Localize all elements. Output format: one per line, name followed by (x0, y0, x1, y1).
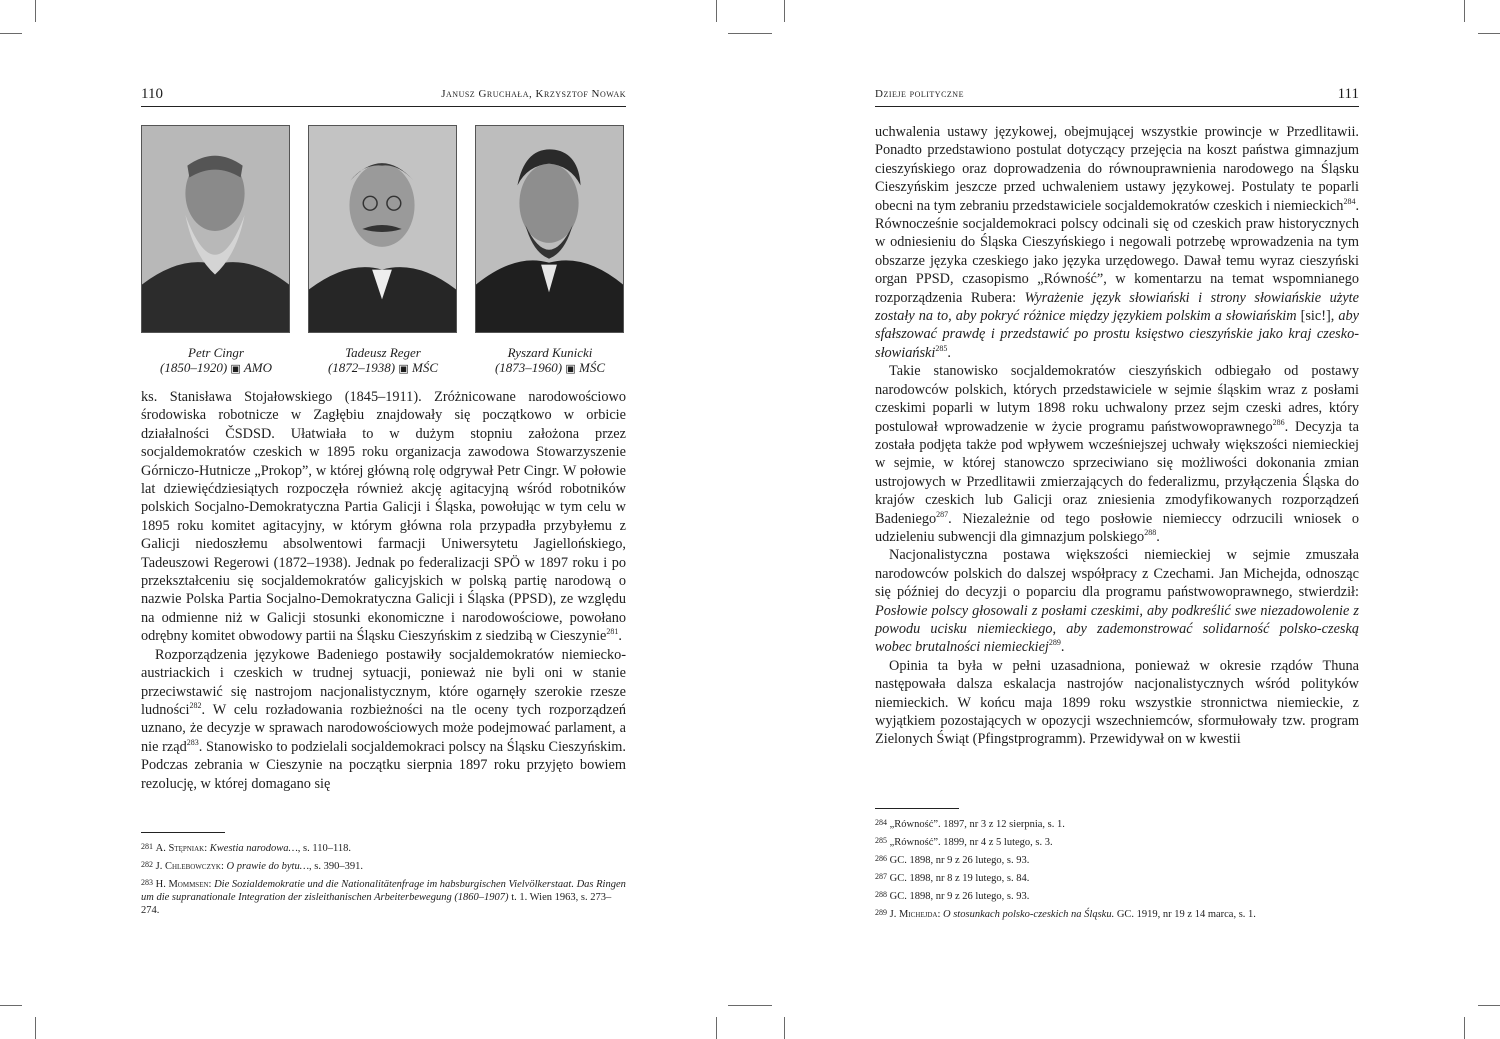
crop-mark (728, 33, 772, 34)
body-text (875, 123, 1359, 749)
running-head: Dzieje polityczne (875, 88, 964, 100)
footnotes (875, 816, 1359, 924)
paragraph (875, 657, 1359, 749)
footnote (141, 840, 626, 855)
crop-mark (784, 1017, 785, 1039)
footnote (875, 816, 1359, 831)
text-run: Takie stanowisko socjaldemokratów cieszyńskich odbiegało od postawy narodowców polskich, których przedstawiciele w sejmie śląskim wraz z posłami czeskimi poparli w lutym 1898 roku uchwalony przez sejm czeski adres, który postulował wprowadzenie w życie programu państwowoprawnego (875, 363, 1359, 435)
text-run: [sic!], (1296, 308, 1339, 325)
footnote-title: Kwestia narodowa… (209, 843, 298, 854)
paragraph: Nacjonalistyczna postawa większości niemieckiej w sejmie zmuszała narodowców polskich do dalszej współpracy z Czechami. Jan Michejda, odnosząc się później do decyzji o poparciu dla programu państwowoprawnego, stwierdził: Posłowie polscy głosowali z posłami czeskimi, aby podkreślić swe niezadowolenie z powodu ucisku niemieckiego, aby zademonstrować solidarność polsko-czeską wobec brutalności niemieckiej$^{289}$. (875, 547, 1359, 656)
footnote-ref: 282 (189, 701, 202, 711)
crop-mark (784, 0, 785, 22)
footnote-text: GC. 1919, nr 19 z 14 marca, s. 1. (1114, 909, 1256, 920)
crop-mark (716, 0, 717, 22)
footnote-number: 281 (141, 842, 153, 851)
photo-caption (475, 345, 625, 377)
footnote-text: GC. 1898, nr 9 z 26 lutego, s. 93. (889, 855, 1030, 866)
text-run: . Decyzja ta została podjęta także pod wpływem wcześniejszej uchwały większości niemieckiej w sejmie, w której stanowczo sprzeciwiano się możliwości dokonania zmian ustrojowych w Przedlitawii zmierzających do federalizmu, przyłączenia Śląska do krajów czeskich lub Galicji oraz zniesienia zmodyfikowanych rozporządzeń Badeniego (875, 418, 1359, 527)
caption-dates: (1850–1920) (159, 360, 228, 375)
footnote-ref: 288 (1144, 528, 1157, 538)
text-run: . Równocześnie socjaldemokraci polscy odcinali się od czeskich praw historycznych w odniesieniu do Śląska Cieszyńskiego i negowali potrzebę wprowadzenia na tym obszarze języka czeskiego jako języka urzędowego. Dawał temu wyraz cieszyński organ PPSD, czasopismo „Równość”, w komentarzu na temat wspomnianego rozporządzenia Rubera: (875, 197, 1360, 306)
footnotes (141, 840, 626, 920)
footnote-ref: 287 (936, 509, 949, 519)
text-run: Opinia ta była w pełni uzasadniona, ponieważ w okresie rządów Thuna następowała dalsza eskalacja nastrojów nacjonalistycznych wśród polityków niemieckich. W końcu maja 1899 roku wszystkie stronnictwa niemieckie, z wyjątkiem pozostających w opozycji wszechniemców, sformułowały tzw. program Zielonych Świąt (Pfingstprogramm). Przewidywał on w kwestii (875, 657, 1359, 748)
left-page (141, 0, 626, 1039)
caption-dates-line (141, 360, 291, 377)
footnote-number: 282 (141, 860, 153, 869)
body-text (141, 388, 626, 793)
crop-mark (0, 1005, 22, 1006)
footnote-author: J. Chlebowczyk: (155, 861, 224, 872)
source-mark-icon: ▣ (398, 363, 409, 375)
paragraph: uchwalenia ustawy językowej, obejmującej wszystkie prowincje w Przedlitawii. Ponadto przedstawiono postulat dotyczący przejęcia na koszt państwa gimnazjum cieszyńskiego oraz doprowadzenia do równouprawnienia narodowego na Śląsku Cieszyńskim jeszcze przed uchwaleniem ustawy językowej. Postulaty te poparli obecni na tym zebraniu przedstawiciele socjaldemokratów czeskich i niemieckich$^{284}$. Równocześnie socjaldemokraci polscy odcinali się od czeskich praw historycznych w odniesieniu do Śląska Cieszyńskiego i negowali potrzebę wprowadzenia na tym obszarze języka czeskiego jako języka urzędowego. Dawał temu wyraz cieszyński organ PPSD, czasopismo „Równość”, w komentarzu na temat wspomnianego rozporządzenia Rubera: Wyrażenie język słowiański i strony słowiańskie użyte zostały na to, aby pokryć różnice między językiem polskim a słowiańskim [sic!], aby sfałszować prawdę i przedstawić po prostu księstwo cieszyńskie jako kraj czesko-słowiański$^{285}$. (875, 124, 1360, 361)
crop-mark (1464, 0, 1465, 22)
caption-source: AMO (243, 360, 272, 375)
footnote (141, 858, 626, 873)
footnote-number: 284 (875, 818, 887, 827)
right-page (875, 0, 1359, 1039)
quote: Wyrażenie język słowiański i strony słowiańskie użyte zostały na to, aby pokryć różnice między językiem polskim a słowiańskim (875, 289, 1360, 325)
photo-caption (308, 345, 458, 377)
caption-name: Tadeusz Reger (345, 345, 421, 360)
footnote-number: 283 (141, 878, 153, 887)
quote: Posłowie polscy głosowali z posłami czeskimi, aby podkreślić swe niezadowolenie z powodu ucisku niemieckiego, aby zademonstrować solidarność polsko-czeską wobec brutalności niemieckiej (875, 602, 1359, 656)
footnote-text: , s. 110–118. (297, 843, 351, 854)
caption-dates: (1873–1960) (494, 360, 563, 375)
caption-source: MŚC (412, 360, 439, 375)
footnote-number: 289 (875, 908, 887, 917)
crop-mark (35, 0, 36, 22)
portrait-photo (308, 125, 457, 333)
footnote-text: t. 1. Wien 1963, s. 273–274. (141, 892, 612, 916)
footnote (875, 870, 1359, 885)
text-run: . W celu rozładowania rozbieżności na tle oceny tych rozporządzeń uznano, że decyzje w sprawach narodowościowych może podejmować parlament, a nie rząd (141, 701, 626, 755)
footnote-text: , s. 390–391. (309, 861, 364, 872)
footnote-text: „Równość”. 1899, nr 4 z 5 lutego, s. 3. (889, 837, 1053, 848)
caption-dates-line (475, 360, 625, 377)
footnote-ref: 283 (186, 737, 199, 747)
portrait-photo (141, 125, 290, 333)
paragraph (141, 646, 626, 793)
source-mark-icon: ▣ (565, 363, 576, 375)
crop-mark (1478, 1005, 1500, 1006)
footnote-text: GC. 1898, nr 9 z 26 lutego, s. 93. (889, 891, 1030, 902)
text-run: uchwalenia ustawy językowej, obejmującej wszystkie prowincje w Przedlitawii. Ponadto przedstawiono postulat dotyczący przejęcia na koszt państwa gimnazjum cieszyńskiego oraz doprowadzenia do równouprawnienia narodowego na Śląsku Cieszyńskim jeszcze przed uchwaleniem ustawy językowej. Postulaty te poparli obecni na tym zebraniu przedstawiciele socjaldemokratów czeskich i niemieckich (875, 124, 1359, 214)
crop-mark (35, 1017, 36, 1039)
page-header (141, 86, 626, 107)
footnote (875, 834, 1359, 849)
footnote-number: 287 (875, 872, 887, 881)
paragraph: ks. Stanisława Stojałowskiego (1845–1911). Zróżnicowane narodowościowo środowiska robotnicze w Zagłębiu znajdowały się początkowo w orbicie działalności ČSDSD. Ułatwiała to w dużym stopniu założona przez socjaldemokratów czeskich w 1895 roku organizacja zawodowa Stowarzyszenie Górniczo-Hutnicze „Prokop”, w której główną rolę odgrywał Petr Cingr. W połowie lat dziewięćdziesiątych rozpoczęła również akcję agitacyjną wśród robotników polskich Socjalno-Demokratyczna Partia Galicji i Śląska, powołując w tym celu w 1895 roku komitet agitacyjny, w którym główna rola przypadła przybyłemu z Galicji niedoszłemu absolwentowi farmacji Uniwersytetu Jagiellońskiego, Tadeuszowi Regerowi (1872–1938). Jednak po federalizacji SPÖ w 1897 roku i po przekształceniu się socjaldemokratów galicyjskich w polską partię narodową o nazwie Polska Partia Socjalno-Demokratyczna Galicji i Śląska (PPSD), ze względu na odmienne niż w Galicji stosunki ekonomiczne i narodowościowe, powołano odrębny komitet obwodowy partii na Śląsku Cieszyńskim z siedzibą w Cieszynie$^{281}$. (141, 389, 626, 645)
page-number: 111 (1337, 86, 1359, 102)
footnote (875, 852, 1359, 867)
footnote-ref: 285 (935, 344, 948, 354)
crop-mark (1478, 33, 1500, 34)
text-run: ks. Stanisława Stojałowskiego (1845–1911). Zróżnicowane narodowościowo środowiska robotnicze w Zagłębiu znajdowały się początkowo w orbicie działalności ČSDSD. Ułatwiała to w dużym stopniu założona przez socjaldemokratów czeskich w 1895 roku organizacja zawodowa Stowarzyszenie Górniczo-Hutnicze „Prokop”, w której główną rolę odgrywał Petr Cingr. W połowie lat dziewięćdziesiątych rozpoczęła również akcję agitacyjną wśród robotników polskich Socjalno-Demokratyczna Partia Galicji i Śląska, powołując w tym celu w 1895 roku komitet agitacyjny, w którym główna rola przypadła przybyłemu z Galicji niedoszłemu absolwentowi farmacji Uniwersytetu Jagiellońskiego, Tadeuszowi Regerowi (1872–1938). Jednak po federalizacji SPÖ w 1897 roku i po przekształceniu się socjaldemokratów galicyjskich w polską partię narodową o nazwie Polska Partia Socjalno-Demokratyczna Galicji i Śląska (PPSD), ze względu na odmienne niż w Galicji stosunki ekonomiczne i narodowościowe, powołano odrębny komitet obwodowy partii na Śląsku Cieszyńskim z siedzibą w Cieszynie (141, 389, 626, 645)
quote: aby sfałszować prawdę i przedstawić po prostu księstwo cieszyńskie jako kraj czesko-słowiański (875, 308, 1360, 361)
page-header (875, 86, 1359, 107)
footnote-ref: 289 (1048, 638, 1061, 648)
caption-name: Ryszard Kunicki (507, 345, 593, 360)
footnote-number: 286 (875, 854, 887, 863)
footnote-title: O stosunkach polsko-czeskich na Śląsku. (943, 909, 1115, 920)
footnote-rule (141, 832, 225, 833)
footnote-number: 285 (875, 836, 887, 845)
footnote-text: GC. 1898, nr 8 z 19 lutego, s. 84. (889, 873, 1030, 884)
photo-caption (141, 345, 291, 377)
footnote-title: O prawie do bytu… (226, 861, 310, 872)
crop-mark (0, 33, 22, 34)
source-mark-icon: ▣ (230, 363, 241, 375)
text-run: Nacjonalistyczna postawa większości niemieckiej w sejmie zmuszała narodowców polskich do dalszej współpracy z Czechami. Jan Michejda, odnosząc się później do decyzji o poparciu dla programu państwowoprawnego, stwierdził: (875, 547, 1359, 601)
caption-name: Petr Cingr (188, 345, 244, 360)
footnote-author: J. Michejda: (889, 909, 941, 920)
text-run: Rozporządzenia językowe Badeniego postawiły socjaldemokratów niemiecko-austriackich i czeskich w trudnej sytuacji, ponieważ nie byli oni w stanie przeciwstawić się nastrojom nacjonalistycznym, które ogarnęły szerokie rzesze ludności (141, 646, 626, 718)
footnote (141, 876, 626, 917)
paragraph: Takie stanowisko socjaldemokratów cieszyńskich odbiegało od postawy narodowców polskich, których przedstawiciele w sejmie śląskim wraz z posłami czeskimi poparli w lutym 1898 roku uchwalony przez sejm czeski adres, który postulował wprowadzenie w życie programu państwowoprawnego$^{286}$. Decyzja ta została podjęta także pod wpływem wcześniejszej uchwały większości niemieckiej w sejmie, w której stanowczo sprzeciwiano się możliwości dokonania zmian ustrojowych w Przedlitawii zmierzających do federalizmu, przyłączenia Śląska do krajów czeskich lub Galicji oraz zniesienia zmodyfikowanych rozporządzeń Badeniego$^{287}$. Niezależnie od tego posłowie niemieccy odrzucili wniosek o udzieleniu subwencji dla gimnazjum polskiego$^{288}$. (875, 363, 1359, 545)
footnote-author: H. Mommsen: (155, 879, 212, 890)
footnote-text: „Równość”. 1897, nr 3 z 12 sierpnia, s. 1. (889, 819, 1065, 830)
crop-mark (716, 1017, 717, 1039)
footnote-author: A. Stępniak: (155, 843, 208, 854)
running-head: Janusz Gruchała, Krzysztof Nowak (441, 88, 626, 100)
caption-source: MŚC (579, 360, 606, 375)
caption-dates: (1872–1938) (327, 360, 396, 375)
footnote-ref: 286 (1272, 417, 1285, 427)
footnote-rule (875, 808, 959, 809)
footnote (875, 906, 1359, 921)
caption-dates-line (308, 360, 458, 377)
footnote-ref: 284 (1343, 196, 1356, 206)
footnote-number: 288 (875, 890, 887, 899)
portrait-photo (475, 125, 624, 333)
crop-mark (728, 1005, 772, 1006)
text-run: . Niezależnie od tego posłowie niemieccy odrzucili wniosek o udzieleniu subwencji dla gimnazjum polskiego (875, 510, 1359, 545)
footnote-ref: 281 (606, 627, 619, 637)
text-run: . Stanowisko to podzielali socjaldemokraci polscy na Śląsku Cieszyńskim. Podczas zebrania w Cieszynie na początku sierpnia 1897 roku przyjęto bowiem rezolucję, w której domagano się (141, 738, 626, 792)
crop-mark (1464, 1017, 1465, 1039)
footnote-title: Die Sozialdemokratie und die Nationalitätenfrage im habsburgischen Vielvölkerstaat. Das Ringen um die supranationale Integration der zisleithanischen Arbeiterbewegung (1860–1907) (141, 879, 626, 903)
footnote (875, 888, 1359, 903)
page-number: 110 (141, 86, 163, 102)
